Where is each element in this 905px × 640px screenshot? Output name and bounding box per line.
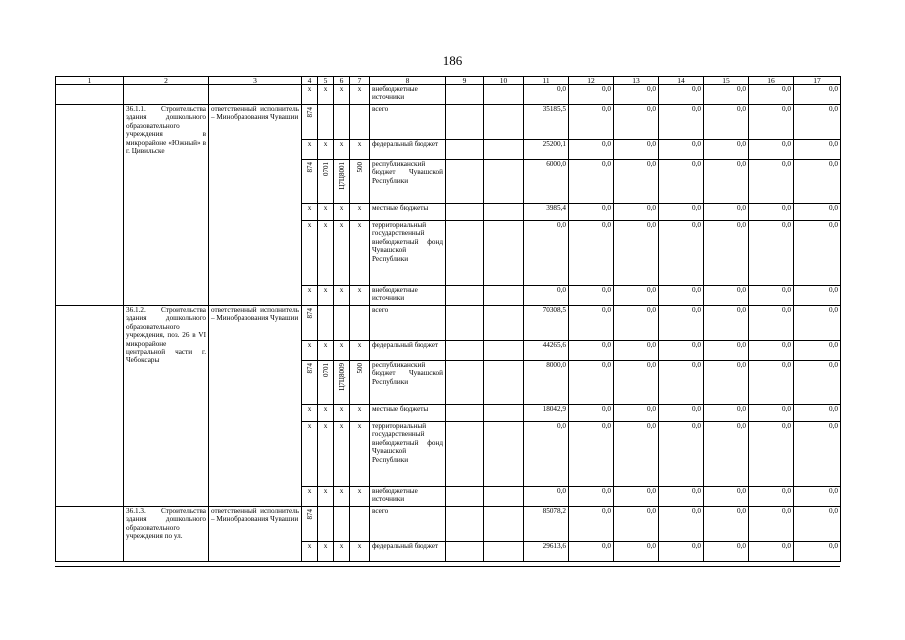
table-row [56,306,841,341]
continued-cell-2 [124,85,209,105]
value-col-14: 0,0 [659,160,704,204]
code-cell-6: x [334,204,350,221]
value-col-13: 0,0 [614,286,659,306]
code-cell-7: x [350,85,370,105]
funding-source: территориальный государственный внебюджетный фонд Чувашской Республики [370,221,446,286]
empty-col-10 [484,105,524,140]
value-col-12: 0,0 [569,422,614,487]
value-col-13: 0,0 [614,140,659,160]
value-col-12: 0,0 [569,140,614,160]
code-cell-4 [302,361,318,405]
code-cell-7: x [350,487,370,507]
code-cell-5 [318,507,334,542]
measure-executor: ответственный исполнитель – Минобразования Чувашии [209,507,302,562]
code-value: 874 [305,363,314,374]
value-col-17: 0,0 [794,160,841,204]
code-cell-4 [302,105,318,140]
code-value: Ц7Ц8009 [337,363,346,391]
code-value: 874 [305,509,314,520]
code-cell-4: x [302,286,318,306]
code-cell-5: x [318,140,334,160]
code-cell-5: x [318,422,334,487]
value-col-14: 0,0 [659,405,704,422]
code-value: 500 [355,363,364,374]
value-col-15: 0,0 [704,105,749,140]
code-cell-6: x [334,85,350,105]
value-col-14: 0,0 [659,542,704,562]
table-bottom-border [55,566,840,567]
value-col-11: 0,0 [524,85,569,105]
code-cell-4: x [302,487,318,507]
budget-table [55,76,841,562]
value-col-14: 0,0 [659,422,704,487]
code-cell-7: x [350,221,370,286]
code-cell-7: x [350,140,370,160]
code-cell-6: x [334,542,350,562]
code-cell-5: x [318,286,334,306]
value-col-14: 0,0 [659,140,704,160]
empty-col-9 [446,542,484,562]
empty-col-9 [446,361,484,405]
value-col-17: 0,0 [794,341,841,361]
code-cell-4: x [302,85,318,105]
empty-col-9 [446,85,484,105]
funding-source: местные бюджеты [370,204,446,221]
code-cell-5: x [318,204,334,221]
code-cell-6: x [334,286,350,306]
column-number-8: 8 [370,77,446,85]
value-col-13: 0,0 [614,85,659,105]
value-col-14: 0,0 [659,487,704,507]
code-cell-6 [334,361,350,405]
code-cell-7 [350,361,370,405]
empty-col-10 [484,422,524,487]
empty-col-10 [484,286,524,306]
code-value: 0701 [321,363,330,377]
value-col-11: 0,0 [524,487,569,507]
value-col-16: 0,0 [749,140,794,160]
code-cell-6: x [334,422,350,487]
code-cell-4: x [302,542,318,562]
measure-executor: ответственный исполнитель – Минобразования Чувашии [209,105,302,306]
value-col-12: 0,0 [569,306,614,341]
value-col-14: 0,0 [659,221,704,286]
code-cell-5 [318,160,334,204]
code-cell-7 [350,306,370,341]
table-row [56,507,841,542]
column-number-5: 5 [318,77,334,85]
code-value: 874 [305,308,314,319]
value-col-13: 0,0 [614,160,659,204]
value-col-11: 3985,4 [524,204,569,221]
funding-source: республиканский бюджет Чувашской Республики [370,160,446,204]
code-cell-7 [350,105,370,140]
code-cell-5 [318,306,334,341]
column-number-10: 10 [484,77,524,85]
value-col-16: 0,0 [749,542,794,562]
code-value: Ц7Ц8001 [337,162,346,190]
code-value: 0701 [321,162,330,176]
value-col-16: 0,0 [749,487,794,507]
value-col-12: 0,0 [569,405,614,422]
value-col-15: 0,0 [704,160,749,204]
column-number-12: 12 [569,77,614,85]
value-col-17: 0,0 [794,306,841,341]
value-col-13: 0,0 [614,405,659,422]
value-col-12: 0,0 [569,85,614,105]
empty-col-10 [484,85,524,105]
column-number-11: 11 [524,77,569,85]
empty-col-9 [446,204,484,221]
measure-title: 36.1.1. Строительства здания дошкольного образовательного учреждения в микрорайоне «Южный» в г. Цивильске [124,105,209,306]
value-col-12: 0,0 [569,221,614,286]
code-value: 874 [305,162,314,173]
code-cell-7 [350,507,370,542]
value-col-17: 0,0 [794,361,841,405]
value-col-11: 0,0 [524,221,569,286]
value-col-15: 0,0 [704,140,749,160]
empty-col-9 [446,422,484,487]
empty-col-9 [446,105,484,140]
code-cell-4 [302,306,318,341]
header-row [56,77,841,85]
value-col-17: 0,0 [794,105,841,140]
code-cell-6 [334,507,350,542]
funding-source: всего [370,306,446,341]
column-number-13: 13 [614,77,659,85]
funding-source: федеральный бюджет [370,140,446,160]
value-col-13: 0,0 [614,487,659,507]
value-col-16: 0,0 [749,341,794,361]
value-col-15: 0,0 [704,361,749,405]
value-col-16: 0,0 [749,221,794,286]
column-number-9: 9 [446,77,484,85]
value-col-16: 0,0 [749,507,794,542]
value-col-11: 44265,6 [524,341,569,361]
empty-col-10 [484,361,524,405]
value-col-17: 0,0 [794,405,841,422]
code-cell-4: x [302,405,318,422]
value-col-13: 0,0 [614,361,659,405]
code-cell-4: x [302,422,318,487]
empty-col-9 [446,487,484,507]
code-cell-7: x [350,542,370,562]
empty-col-10 [484,140,524,160]
value-col-12: 0,0 [569,542,614,562]
value-col-15: 0,0 [704,405,749,422]
empty-col-10 [484,405,524,422]
value-col-12: 0,0 [569,341,614,361]
value-col-14: 0,0 [659,204,704,221]
value-col-17: 0,0 [794,542,841,562]
value-col-16: 0,0 [749,160,794,204]
value-col-13: 0,0 [614,542,659,562]
empty-col-9 [446,405,484,422]
code-cell-6: x [334,140,350,160]
empty-col-9 [446,160,484,204]
code-cell-4: x [302,221,318,286]
value-col-14: 0,0 [659,286,704,306]
empty-col-10 [484,542,524,562]
empty-col-10 [484,221,524,286]
value-col-17: 0,0 [794,85,841,105]
funding-source: местные бюджеты [370,405,446,422]
value-col-16: 0,0 [749,361,794,405]
empty-col-9 [446,341,484,361]
value-col-15: 0,0 [704,507,749,542]
value-col-15: 0,0 [704,306,749,341]
column-number-17: 17 [794,77,841,85]
value-col-12: 0,0 [569,507,614,542]
code-cell-5 [318,361,334,405]
code-cell-5: x [318,487,334,507]
value-col-12: 0,0 [569,487,614,507]
value-col-17: 0,0 [794,487,841,507]
value-col-14: 0,0 [659,361,704,405]
code-cell-6 [334,160,350,204]
column-number-1: 1 [56,77,124,85]
value-col-13: 0,0 [614,221,659,286]
value-col-11: 0,0 [524,422,569,487]
value-col-11: 18042,9 [524,405,569,422]
funding-source: территориальный государственный внебюджетный фонд Чувашской Республики [370,422,446,487]
code-cell-5 [318,105,334,140]
code-cell-7 [350,160,370,204]
value-col-14: 0,0 [659,507,704,542]
funding-source: внебюджетные источники [370,85,446,105]
value-col-11: 70308,5 [524,306,569,341]
value-col-11: 25200,1 [524,140,569,160]
value-col-13: 0,0 [614,306,659,341]
measure-title: 36.1.2. Строительства здания дошкольного образовательного учреждения, поз. 26 в VI микрорайоне центральной части г. Чебоксары [124,306,209,507]
empty-col-9 [446,306,484,341]
empty-col-1 [56,306,124,507]
measure-title: 36.1.3. Строительства здания дошкольного образовательного учреждения по ул. [124,507,209,562]
continued-cell-3 [209,85,302,105]
column-number-2: 2 [124,77,209,85]
continued-cell-1 [56,85,124,105]
value-col-15: 0,0 [704,487,749,507]
value-col-12: 0,0 [569,361,614,405]
value-col-16: 0,0 [749,405,794,422]
code-cell-5: x [318,405,334,422]
column-number-15: 15 [704,77,749,85]
value-col-12: 0,0 [569,160,614,204]
value-col-16: 0,0 [749,306,794,341]
funding-source: федеральный бюджет [370,542,446,562]
column-number-3: 3 [209,77,302,85]
column-number-16: 16 [749,77,794,85]
value-col-13: 0,0 [614,422,659,487]
empty-col-10 [484,160,524,204]
value-col-17: 0,0 [794,221,841,286]
value-col-11: 6000,0 [524,160,569,204]
value-col-16: 0,0 [749,85,794,105]
value-col-15: 0,0 [704,204,749,221]
code-cell-7: x [350,422,370,487]
code-cell-5: x [318,341,334,361]
funding-source: республиканский бюджет Чувашской Республики [370,361,446,405]
value-col-12: 0,0 [569,105,614,140]
empty-col-9 [446,286,484,306]
value-col-14: 0,0 [659,85,704,105]
value-col-15: 0,0 [704,422,749,487]
value-col-11: 35185,5 [524,105,569,140]
code-cell-7: x [350,204,370,221]
code-cell-6: x [334,341,350,361]
value-col-13: 0,0 [614,507,659,542]
code-cell-7: x [350,341,370,361]
value-col-16: 0,0 [749,286,794,306]
value-col-15: 0,0 [704,85,749,105]
value-col-16: 0,0 [749,105,794,140]
code-cell-7: x [350,286,370,306]
empty-col-10 [484,341,524,361]
value-col-14: 0,0 [659,306,704,341]
empty-col-1 [56,507,124,562]
empty-col-9 [446,507,484,542]
code-cell-4: x [302,140,318,160]
value-col-11: 85078,2 [524,507,569,542]
code-cell-6: x [334,405,350,422]
value-col-14: 0,0 [659,105,704,140]
value-col-17: 0,0 [794,422,841,487]
value-col-15: 0,0 [704,221,749,286]
empty-col-1 [56,105,124,306]
value-col-11: 0,0 [524,286,569,306]
funding-source: внебюджетные источники [370,487,446,507]
column-number-14: 14 [659,77,704,85]
column-number-4: 4 [302,77,318,85]
value-col-11: 29613,6 [524,542,569,562]
measure-executor: ответственный исполнитель – Минобразования Чувашии [209,306,302,507]
value-col-13: 0,0 [614,105,659,140]
empty-col-10 [484,306,524,341]
value-col-15: 0,0 [704,542,749,562]
funding-source: всего [370,507,446,542]
value-col-17: 0,0 [794,286,841,306]
value-col-12: 0,0 [569,204,614,221]
value-col-11: 8000,0 [524,361,569,405]
column-number-6: 6 [334,77,350,85]
empty-col-10 [484,487,524,507]
code-cell-5: x [318,85,334,105]
code-cell-4: x [302,341,318,361]
table-row [56,85,841,105]
code-cell-6 [334,306,350,341]
value-col-17: 0,0 [794,204,841,221]
column-number-7: 7 [350,77,370,85]
value-col-13: 0,0 [614,341,659,361]
value-col-14: 0,0 [659,341,704,361]
code-cell-7: x [350,405,370,422]
value-col-13: 0,0 [614,204,659,221]
value-col-16: 0,0 [749,204,794,221]
funding-source: внебюджетные источники [370,286,446,306]
code-cell-6: x [334,487,350,507]
code-value: 500 [355,162,364,173]
code-cell-5: x [318,221,334,286]
value-col-17: 0,0 [794,507,841,542]
funding-source: всего [370,105,446,140]
code-cell-6 [334,105,350,140]
code-cell-4 [302,507,318,542]
value-col-15: 0,0 [704,341,749,361]
code-cell-4 [302,160,318,204]
empty-col-9 [446,221,484,286]
value-col-16: 0,0 [749,422,794,487]
empty-col-9 [446,140,484,160]
page-number: 186 [442,53,463,68]
code-cell-6: x [334,221,350,286]
value-col-17: 0,0 [794,140,841,160]
value-col-12: 0,0 [569,286,614,306]
code-value: 874 [305,107,314,118]
funding-source: федеральный бюджет [370,341,446,361]
code-cell-4: x [302,204,318,221]
empty-col-10 [484,507,524,542]
code-cell-5: x [318,542,334,562]
table-row [56,105,841,140]
value-col-15: 0,0 [704,286,749,306]
empty-col-10 [484,204,524,221]
